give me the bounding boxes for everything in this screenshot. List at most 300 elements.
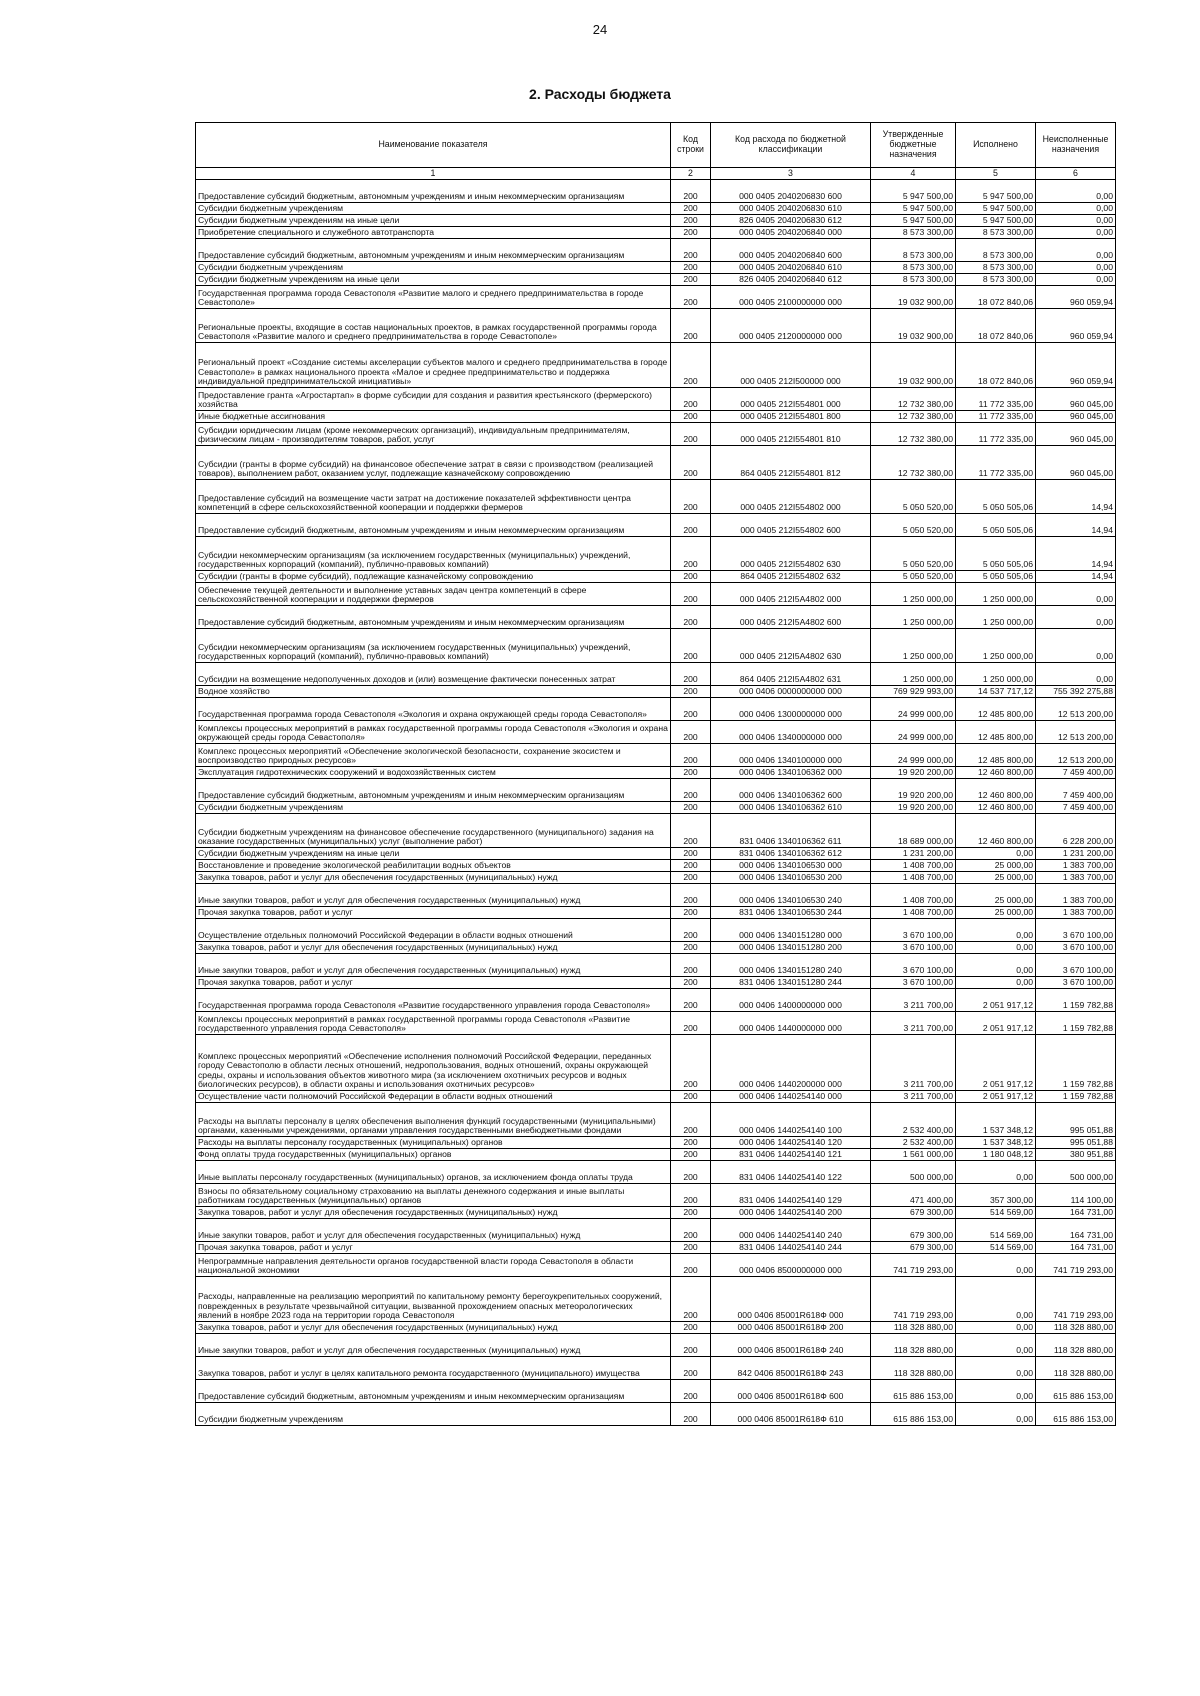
table-row [196, 1207, 1116, 1219]
row-approved: 8 573 300,00 [871, 262, 956, 274]
row-kbk: 864 0405 212I5A4802 631 [711, 663, 871, 686]
row-unexecuted: 1 383 700,00 [1036, 884, 1116, 907]
table-row [196, 1357, 1116, 1380]
row-unexecuted: 3 670 100,00 [1036, 977, 1116, 989]
row-executed: 11 772 335,00 [956, 446, 1036, 480]
table-row [196, 309, 1116, 343]
row-kbk: 000 0406 85001R618Ф 240 [711, 1334, 871, 1357]
row-line-code: 200 [671, 663, 711, 686]
row-line-code: 200 [671, 848, 711, 860]
row-name: Закупка товаров, работ и услуг в целях капитального ремонта государственного (муниципального) имущества [196, 1357, 671, 1380]
row-name: Субсидии (гранты в форме субсидий) на финансовое обеспечение затрат в связи с производством (реализацией товаров), выполнением работ, оказанием услуг, подлежащие казначейскому сопровождению [196, 446, 671, 480]
row-executed: 357 300,00 [956, 1184, 1036, 1207]
row-line-code: 200 [671, 227, 711, 239]
row-executed: 0,00 [956, 1380, 1036, 1403]
row-name: Осуществление отдельных полномочий Российской Федерации в области водных отношений [196, 919, 671, 942]
table-row [196, 1277, 1116, 1322]
row-line-code: 200 [671, 1161, 711, 1184]
row-name: Субсидии бюджетным учреждениям [196, 262, 671, 274]
row-unexecuted: 6 228 200,00 [1036, 814, 1116, 848]
row-executed: 5 050 505,06 [956, 514, 1036, 537]
row-line-code: 200 [671, 274, 711, 286]
row-name: Субсидии на возмещение недополученных доходов и (или) возмещение фактически понесенных затрат [196, 663, 671, 686]
table-row [196, 907, 1116, 919]
row-name: Расходы, направленные на реализацию мероприятий по капитальному ремонту берегоукрепительных сооружений, поврежденных в результате чрезвычайной ситуации, вызванной прохождением опасных метеорологических явлений в ноябре 2023 года на территории города Севастополя [196, 1277, 671, 1322]
row-unexecuted: 960 045,00 [1036, 423, 1116, 446]
table-row [196, 215, 1116, 227]
row-name: Расходы на выплаты персоналу в целях обеспечения выполнения функций государственными (муниципальными) органами, казенными учреждениями, органами управления государственными внебюджетными фондами [196, 1103, 671, 1137]
table-row [196, 180, 1116, 203]
table-row [196, 919, 1116, 942]
table-row [196, 872, 1116, 884]
row-name: Предоставление субсидий бюджетным, автономным учреждениям и иным некоммерческим организациям [196, 180, 671, 203]
row-approved: 8 573 300,00 [871, 274, 956, 286]
row-line-code: 200 [671, 537, 711, 571]
row-executed: 12 485 800,00 [956, 698, 1036, 721]
row-unexecuted: 114 100,00 [1036, 1184, 1116, 1207]
row-approved: 471 400,00 [871, 1184, 956, 1207]
row-approved: 769 929 993,00 [871, 686, 956, 698]
row-executed: 0,00 [956, 942, 1036, 954]
row-approved: 1 408 700,00 [871, 884, 956, 907]
table-row [196, 989, 1116, 1012]
row-name: Государственная программа города Севастополя «Развитие малого и среднего предпринимательства в городе Севастополе» [196, 286, 671, 309]
row-kbk: 000 0406 1340106530 000 [711, 860, 871, 872]
row-unexecuted: 1 159 782,88 [1036, 989, 1116, 1012]
row-kbk: 000 0405 2040206840 000 [711, 227, 871, 239]
row-approved: 3 211 700,00 [871, 989, 956, 1012]
row-name: Комплекс процессных мероприятий «Обеспечение экологической безопасности, сохранение экосистем и воспроизводство природных ресурсов» [196, 744, 671, 767]
row-unexecuted: 1 159 782,88 [1036, 1035, 1116, 1091]
table-row [196, 1254, 1116, 1277]
row-unexecuted: 118 328 880,00 [1036, 1322, 1116, 1334]
header-line-code: Код строки [671, 123, 711, 168]
row-line-code: 200 [671, 919, 711, 942]
row-unexecuted: 14,94 [1036, 480, 1116, 514]
row-executed: 12 485 800,00 [956, 744, 1036, 767]
row-name: Субсидии некоммерческим организациям (за исключением государственных (муниципальных) учреждений, государственных корпораций (компаний), публично-правовых компаний) [196, 629, 671, 663]
table-header-row [196, 123, 1116, 168]
row-name: Предоставление гранта «Агростартап» в форме субсидии для создания и развития крестьянского (фермерского) хозяйства [196, 388, 671, 411]
row-unexecuted: 164 731,00 [1036, 1219, 1116, 1242]
table-row [196, 537, 1116, 571]
row-approved: 8 573 300,00 [871, 227, 956, 239]
row-kbk: 000 0405 212I5A4802 600 [711, 606, 871, 629]
table-row [196, 779, 1116, 802]
column-number: 2 [671, 168, 711, 180]
row-name: Предоставление субсидий бюджетным, автономным учреждениям и иным некоммерческим организациям [196, 1380, 671, 1403]
row-line-code: 200 [671, 814, 711, 848]
row-approved: 5 050 520,00 [871, 571, 956, 583]
row-kbk: 826 0405 2040206840 612 [711, 274, 871, 286]
row-name: Расходы на выплаты персоналу государственных (муниципальных) органов [196, 1137, 671, 1149]
row-line-code: 200 [671, 989, 711, 1012]
row-executed: 2 051 917,12 [956, 1091, 1036, 1103]
row-approved: 5 947 500,00 [871, 180, 956, 203]
row-line-code: 200 [671, 1012, 711, 1035]
row-unexecuted: 3 670 100,00 [1036, 919, 1116, 942]
row-approved: 1 408 700,00 [871, 872, 956, 884]
row-unexecuted: 7 459 400,00 [1036, 779, 1116, 802]
column-number: 3 [711, 168, 871, 180]
row-executed: 0,00 [956, 1357, 1036, 1380]
row-approved: 2 532 400,00 [871, 1103, 956, 1137]
row-approved: 1 408 700,00 [871, 860, 956, 872]
row-name: Иные закупки товаров, работ и услуг для обеспечения государственных (муниципальных) нужд [196, 954, 671, 977]
row-executed: 1 250 000,00 [956, 663, 1036, 686]
row-unexecuted: 0,00 [1036, 274, 1116, 286]
row-name: Непрограммные направления деятельности органов государственной власти города Севастополя в области национальной экономики [196, 1254, 671, 1277]
row-approved: 19 920 200,00 [871, 767, 956, 779]
column-number: 1 [196, 168, 671, 180]
row-unexecuted: 1 159 782,88 [1036, 1091, 1116, 1103]
row-line-code: 200 [671, 1219, 711, 1242]
row-name: Водное хозяйство [196, 686, 671, 698]
row-kbk: 000 0405 2120000000 000 [711, 309, 871, 343]
row-name: Субсидии (гранты в форме субсидий), подлежащие казначейскому сопровождению [196, 571, 671, 583]
row-executed: 1 180 048,12 [956, 1149, 1036, 1161]
row-kbk: 000 0406 85001R618Ф 600 [711, 1380, 871, 1403]
row-approved: 1 250 000,00 [871, 583, 956, 606]
row-approved: 3 211 700,00 [871, 1012, 956, 1035]
row-unexecuted: 14,94 [1036, 514, 1116, 537]
row-kbk: 000 0405 212I554802 600 [711, 514, 871, 537]
table-row [196, 1137, 1116, 1149]
row-unexecuted: 0,00 [1036, 239, 1116, 262]
row-approved: 12 732 380,00 [871, 446, 956, 480]
row-approved: 18 689 000,00 [871, 814, 956, 848]
row-name: Эксплуатация гидротехнических сооружений и водохозяйственных систем [196, 767, 671, 779]
row-executed: 0,00 [956, 977, 1036, 989]
row-kbk: 000 0405 2040206840 600 [711, 239, 871, 262]
row-name: Субсидии бюджетным учреждениям на финансовое обеспечение государственного (муниципального) задания на оказание государственных (муниципальных) услуг (выполнение работ) [196, 814, 671, 848]
row-unexecuted: 741 719 293,00 [1036, 1277, 1116, 1322]
row-approved: 19 032 900,00 [871, 309, 956, 343]
row-line-code: 200 [671, 411, 711, 423]
table-row [196, 884, 1116, 907]
row-kbk: 000 0406 1340106362 600 [711, 779, 871, 802]
row-line-code: 200 [671, 239, 711, 262]
row-kbk: 000 0406 8500000000 000 [711, 1254, 871, 1277]
row-approved: 615 886 153,00 [871, 1403, 956, 1426]
row-approved: 1 561 000,00 [871, 1149, 956, 1161]
row-kbk: 000 0406 1340106362 000 [711, 767, 871, 779]
row-kbk: 000 0406 1440254140 200 [711, 1207, 871, 1219]
row-line-code: 200 [671, 423, 711, 446]
table-row [196, 663, 1116, 686]
row-kbk: 831 0406 1440254140 129 [711, 1184, 871, 1207]
row-approved: 19 032 900,00 [871, 343, 956, 388]
row-approved: 5 050 520,00 [871, 514, 956, 537]
table-row [196, 1103, 1116, 1137]
row-kbk: 000 0405 212I554801 800 [711, 411, 871, 423]
row-unexecuted: 741 719 293,00 [1036, 1254, 1116, 1277]
row-executed: 1 537 348,12 [956, 1137, 1036, 1149]
row-approved: 12 732 380,00 [871, 411, 956, 423]
row-kbk: 826 0405 2040206830 612 [711, 215, 871, 227]
row-unexecuted: 12 513 200,00 [1036, 744, 1116, 767]
row-name: Предоставление субсидий бюджетным, автономным учреждениям и иным некоммерческим организациям [196, 239, 671, 262]
row-name: Региональный проект «Создание системы акселерации субъектов малого и среднего предпринимательства в городе Севастополе» в рамках национального проекта «Малое и среднее предпринимательство и поддержка индивидуальной предпринимательской инициативы» [196, 343, 671, 388]
row-line-code: 200 [671, 954, 711, 977]
table-row [196, 343, 1116, 388]
row-line-code: 200 [671, 1254, 711, 1277]
row-kbk: 831 0406 1340106362 611 [711, 814, 871, 848]
row-executed: 2 051 917,12 [956, 989, 1036, 1012]
row-executed: 12 460 800,00 [956, 779, 1036, 802]
table-row [196, 571, 1116, 583]
row-line-code: 200 [671, 571, 711, 583]
row-name: Осуществление части полномочий Российской Федерации в области водных отношений [196, 1091, 671, 1103]
row-executed: 0,00 [956, 1254, 1036, 1277]
row-unexecuted: 960 059,94 [1036, 309, 1116, 343]
row-executed: 14 537 717,12 [956, 686, 1036, 698]
row-executed: 12 485 800,00 [956, 721, 1036, 744]
row-unexecuted: 12 513 200,00 [1036, 698, 1116, 721]
row-executed: 25 000,00 [956, 907, 1036, 919]
row-line-code: 200 [671, 286, 711, 309]
row-kbk: 000 0406 1440254140 120 [711, 1137, 871, 1149]
row-executed: 514 569,00 [956, 1219, 1036, 1242]
row-kbk: 000 0406 1400000000 000 [711, 989, 871, 1012]
row-kbk: 000 0405 2040206840 610 [711, 262, 871, 274]
row-executed: 0,00 [956, 848, 1036, 860]
row-unexecuted: 755 392 275,88 [1036, 686, 1116, 698]
row-kbk: 000 0406 85001R618Ф 000 [711, 1277, 871, 1322]
header-approved: Утвержденные бюджетные назначения [871, 123, 956, 168]
row-unexecuted: 0,00 [1036, 663, 1116, 686]
row-executed: 5 947 500,00 [956, 180, 1036, 203]
row-line-code: 200 [671, 1277, 711, 1322]
row-kbk: 864 0405 212I554802 632 [711, 571, 871, 583]
table-row [196, 1403, 1116, 1426]
row-approved: 19 920 200,00 [871, 779, 956, 802]
row-name: Предоставление субсидий на возмещение части затрат на достижение показателей эффективности центра компетенций в сфере сельскохозяйственной кооперации и поддержки фермеров [196, 480, 671, 514]
row-approved: 3 670 100,00 [871, 919, 956, 942]
row-executed: 2 051 917,12 [956, 1012, 1036, 1035]
row-name: Обеспечение текущей деятельности и выполнение уставных задач центра компетенций в сфере сельскохозяйственной кооперации и поддержки фермеров [196, 583, 671, 606]
header-kbk: Код расхода по бюджетной классификации [711, 123, 871, 168]
table-row [196, 802, 1116, 814]
row-name: Субсидии бюджетным учреждениям на иные цели [196, 215, 671, 227]
row-line-code: 200 [671, 1207, 711, 1219]
row-name: Закупка товаров, работ и услуг для обеспечения государственных (муниципальных) нужд [196, 942, 671, 954]
row-executed: 5 947 500,00 [956, 215, 1036, 227]
row-executed: 514 569,00 [956, 1207, 1036, 1219]
row-name: Иные закупки товаров, работ и услуг для обеспечения государственных (муниципальных) нужд [196, 1219, 671, 1242]
row-executed: 1 537 348,12 [956, 1103, 1036, 1137]
row-approved: 3 211 700,00 [871, 1091, 956, 1103]
row-line-code: 200 [671, 309, 711, 343]
row-approved: 679 300,00 [871, 1219, 956, 1242]
row-executed: 25 000,00 [956, 872, 1036, 884]
table-row [196, 1322, 1116, 1334]
row-approved: 118 328 880,00 [871, 1334, 956, 1357]
row-approved: 1 250 000,00 [871, 663, 956, 686]
row-unexecuted: 380 951,88 [1036, 1149, 1116, 1161]
row-kbk: 000 0406 1340151280 240 [711, 954, 871, 977]
table-row [196, 480, 1116, 514]
row-kbk: 000 0406 1340106362 610 [711, 802, 871, 814]
row-line-code: 200 [671, 1380, 711, 1403]
row-name: Субсидии бюджетным учреждениям на иные цели [196, 274, 671, 286]
row-unexecuted: 118 328 880,00 [1036, 1334, 1116, 1357]
table-row [196, 629, 1116, 663]
row-unexecuted: 0,00 [1036, 215, 1116, 227]
row-name: Взносы по обязательному социальному страхованию на выплаты денежного содержания и иные выплаты работникам государственных (муниципальных) органов [196, 1184, 671, 1207]
row-line-code: 200 [671, 721, 711, 744]
row-line-code: 200 [671, 872, 711, 884]
row-executed: 1 250 000,00 [956, 583, 1036, 606]
row-name: Фонд оплаты труда государственных (муниципальных) органов [196, 1149, 671, 1161]
table-row [196, 1161, 1116, 1184]
table-row [196, 286, 1116, 309]
row-executed: 0,00 [956, 954, 1036, 977]
row-unexecuted: 615 886 153,00 [1036, 1403, 1116, 1426]
row-name: Региональные проекты, входящие в состав национальных проектов, в рамках государственной программы города Севастополя «Развитие малого и среднего предпринимательства в городе Севастополе» [196, 309, 671, 343]
row-approved: 118 328 880,00 [871, 1322, 956, 1334]
row-line-code: 200 [671, 1357, 711, 1380]
header-executed: Исполнено [956, 123, 1036, 168]
row-executed: 1 250 000,00 [956, 606, 1036, 629]
row-unexecuted: 0,00 [1036, 203, 1116, 215]
row-approved: 679 300,00 [871, 1242, 956, 1254]
row-kbk: 000 0406 1440254140 100 [711, 1103, 871, 1137]
table-row [196, 227, 1116, 239]
table-row [196, 1035, 1116, 1091]
row-approved: 3 670 100,00 [871, 942, 956, 954]
row-unexecuted: 960 045,00 [1036, 446, 1116, 480]
row-unexecuted: 960 059,94 [1036, 286, 1116, 309]
row-name: Предоставление субсидий бюджетным, автономным учреждениям и иным некоммерческим организациям [196, 606, 671, 629]
row-name: Закупка товаров, работ и услуг для обеспечения государственных (муниципальных) нужд [196, 872, 671, 884]
table-row [196, 1012, 1116, 1035]
row-kbk: 000 0406 85001R618Ф 610 [711, 1403, 871, 1426]
row-kbk: 000 0405 212I554801 000 [711, 388, 871, 411]
row-approved: 24 999 000,00 [871, 744, 956, 767]
row-executed: 0,00 [956, 1334, 1036, 1357]
row-kbk: 000 0406 1440254140 000 [711, 1091, 871, 1103]
row-unexecuted: 0,00 [1036, 262, 1116, 274]
table-row [196, 744, 1116, 767]
row-line-code: 200 [671, 180, 711, 203]
row-kbk: 000 0405 2040206830 610 [711, 203, 871, 215]
row-kbk: 864 0405 212I554801 812 [711, 446, 871, 480]
row-executed: 12 460 800,00 [956, 767, 1036, 779]
row-unexecuted: 14,94 [1036, 571, 1116, 583]
row-approved: 741 719 293,00 [871, 1277, 956, 1322]
row-name: Иные закупки товаров, работ и услуг для обеспечения государственных (муниципальных) нужд [196, 1334, 671, 1357]
row-line-code: 200 [671, 686, 711, 698]
row-executed: 8 573 300,00 [956, 227, 1036, 239]
row-unexecuted: 1 231 200,00 [1036, 848, 1116, 860]
row-name: Предоставление субсидий бюджетным, автономным учреждениям и иным некоммерческим организациям [196, 779, 671, 802]
row-line-code: 200 [671, 1322, 711, 1334]
row-unexecuted: 995 051,88 [1036, 1103, 1116, 1137]
table-row [196, 239, 1116, 262]
row-kbk: 831 0406 1340106362 612 [711, 848, 871, 860]
table-row [196, 860, 1116, 872]
row-name: Субсидии бюджетным учреждениям [196, 203, 671, 215]
row-executed: 18 072 840,06 [956, 309, 1036, 343]
row-kbk: 000 0406 1340106530 200 [711, 872, 871, 884]
row-executed: 514 569,00 [956, 1242, 1036, 1254]
row-unexecuted: 1 383 700,00 [1036, 860, 1116, 872]
row-executed: 12 460 800,00 [956, 814, 1036, 848]
row-unexecuted: 960 045,00 [1036, 388, 1116, 411]
row-unexecuted: 1 383 700,00 [1036, 907, 1116, 919]
table-row [196, 977, 1116, 989]
row-unexecuted: 615 886 153,00 [1036, 1380, 1116, 1403]
table-body [196, 180, 1116, 1426]
row-name: Субсидии бюджетным учреждениям [196, 802, 671, 814]
column-number: 4 [871, 168, 956, 180]
row-name: Закупка товаров, работ и услуг для обеспечения государственных (муниципальных) нужд [196, 1207, 671, 1219]
row-line-code: 200 [671, 907, 711, 919]
row-unexecuted: 164 731,00 [1036, 1207, 1116, 1219]
table-row [196, 942, 1116, 954]
row-approved: 615 886 153,00 [871, 1380, 956, 1403]
table-row [196, 767, 1116, 779]
row-approved: 1 250 000,00 [871, 629, 956, 663]
row-name: Прочая закупка товаров, работ и услуг [196, 907, 671, 919]
row-kbk: 000 0405 212I554802 630 [711, 537, 871, 571]
table-row [196, 606, 1116, 629]
row-executed: 11 772 335,00 [956, 423, 1036, 446]
table-row [196, 446, 1116, 480]
row-line-code: 200 [671, 1103, 711, 1137]
row-executed: 8 573 300,00 [956, 239, 1036, 262]
row-name: Прочая закупка товаров, работ и услуг [196, 977, 671, 989]
row-unexecuted: 3 670 100,00 [1036, 942, 1116, 954]
row-approved: 1 231 200,00 [871, 848, 956, 860]
row-line-code: 200 [671, 977, 711, 989]
row-name: Иные выплаты персоналу государственных (муниципальных) органов, за исключением фонда оплаты труда [196, 1161, 671, 1184]
row-kbk: 000 0405 212I500000 000 [711, 343, 871, 388]
row-unexecuted: 0,00 [1036, 227, 1116, 239]
row-line-code: 200 [671, 215, 711, 227]
table-row [196, 814, 1116, 848]
row-name: Комплексы процессных мероприятий в рамках государственной программы города Севастополя «Развитие государственного управления города Севастополя» [196, 1012, 671, 1035]
row-line-code: 200 [671, 1149, 711, 1161]
header-unexecuted: Неисполненные назначения [1036, 123, 1116, 168]
row-approved: 5 947 500,00 [871, 203, 956, 215]
row-name: Субсидии бюджетным учреждениям [196, 1403, 671, 1426]
row-kbk: 000 0405 2040206830 600 [711, 180, 871, 203]
row-line-code: 200 [671, 480, 711, 514]
row-kbk: 000 0406 1340000000 000 [711, 721, 871, 744]
row-unexecuted: 0,00 [1036, 180, 1116, 203]
table-row [196, 1380, 1116, 1403]
row-line-code: 200 [671, 860, 711, 872]
row-kbk: 000 0406 85001R618Ф 200 [711, 1322, 871, 1334]
row-kbk: 831 0406 1340151280 244 [711, 977, 871, 989]
row-line-code: 200 [671, 779, 711, 802]
table-row [196, 954, 1116, 977]
table-row [196, 1184, 1116, 1207]
row-unexecuted: 500 000,00 [1036, 1161, 1116, 1184]
table-row [196, 1334, 1116, 1357]
row-line-code: 200 [671, 583, 711, 606]
row-unexecuted: 7 459 400,00 [1036, 802, 1116, 814]
row-kbk: 000 0405 212I554801 810 [711, 423, 871, 446]
row-approved: 500 000,00 [871, 1161, 956, 1184]
row-unexecuted: 1 159 782,88 [1036, 1012, 1116, 1035]
row-name: Иные закупки товаров, работ и услуг для обеспечения государственных (муниципальных) нужд [196, 884, 671, 907]
row-executed: 11 772 335,00 [956, 411, 1036, 423]
table-row [196, 1242, 1116, 1254]
row-line-code: 200 [671, 1184, 711, 1207]
